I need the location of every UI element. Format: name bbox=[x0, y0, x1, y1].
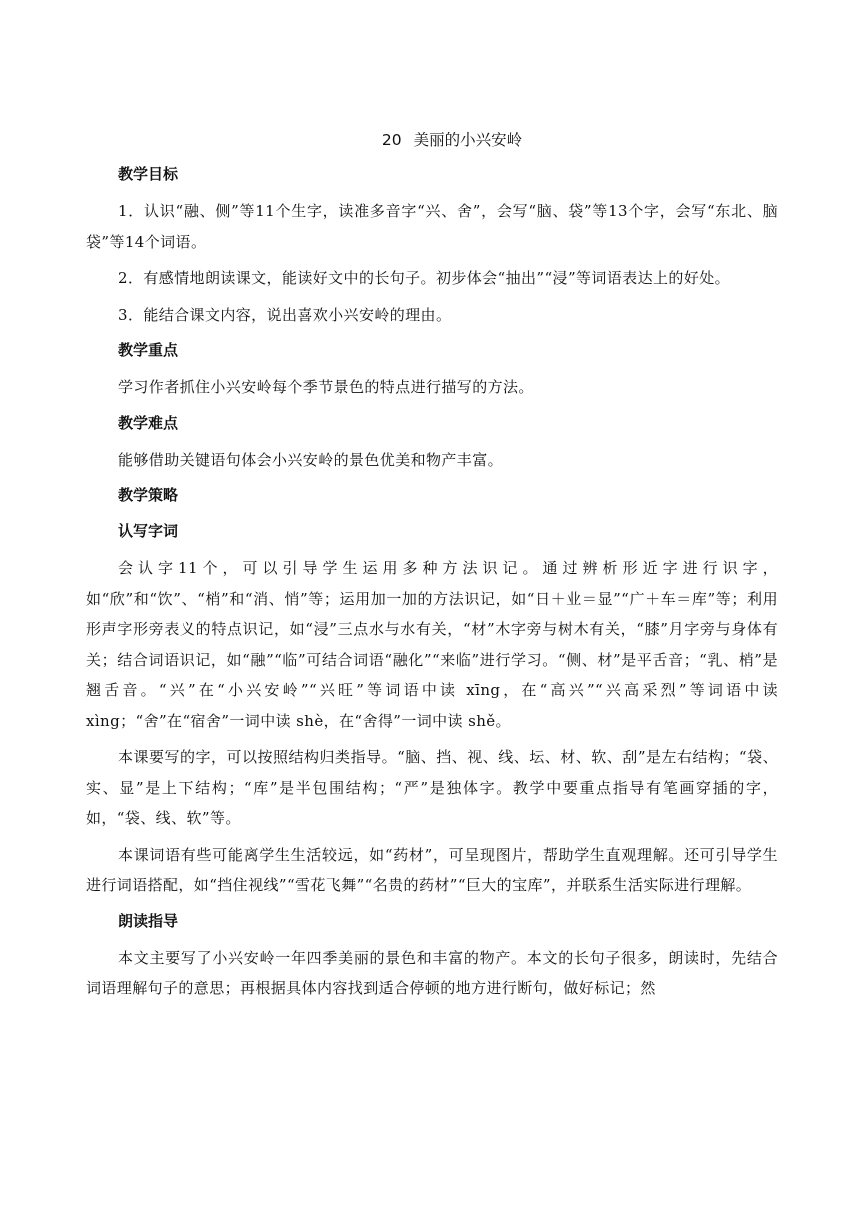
words-para-1: 会认字11个，可以引导学生运用多种方法识记。通过辨析形近字进行识字，如“欣”和“饮”、“梢”和“消、悄”等；运用加一加的方法识记，如“日＋业＝显”“广＋车＝库”等；利用形声字形旁表义的特点识记，如“浸”三点水与水有关，“材”木字旁与树木有关，“膝”月字旁与身体有关；结合词语识记，如“融”“临”可结合词语“融化”“来临”进行学习。“侧、材”是平舌音；“乳、梢”是翘舌音。“兴”在“小兴安岭”“兴旺”等词语中读 xīng，在“高兴”“兴高采烈”等词语中读 xìng；“舍”在“宿舍”一词中读 shè，在“舍得”一词中读 shě。 bbox=[86, 559, 778, 730]
heading-reading: 朗读指导 bbox=[118, 911, 179, 930]
lesson-title-text: 美丽的小兴安岭 bbox=[413, 131, 523, 149]
difficulty-text: 能够借助关键语句体会小兴安岭的景色优美和物产丰富。 bbox=[118, 450, 504, 469]
goal-item-2: 2．有感情地朗读课文，能读好文中的长句子。初步体会“抽出”“浸”等词语表达上的好处。 bbox=[118, 269, 731, 287]
words-para-3: 本课词语有些可能离学生生活较远，如“药材”，可呈现图片，帮助学生直观理解。还可引导学生进行词语搭配，如“挡住视线”“雪花飞舞”“名贵的药材”“巨大的宝库”，并联系生活实际进行理解。 bbox=[86, 845, 778, 894]
words-para-2: 本课要写的字，可以按照结构归类指导。“脑、挡、视、线、坛、材、软、刮”是左右结构；“袋、实、显”是上下结构；“库”是半包围结构；“严”是独体字。教学中要重点指导有笔画穿插的字，如，“袋、线、软”等。 bbox=[86, 748, 778, 827]
reading-text: 本文主要写了小兴安岭一年四季美丽的景色和丰富的物产。本文的长句子很多，朗读时，先结合词语理解句子的意思；再根据具体内容找到适合停顿的地方进行断句，做好标记；然 bbox=[86, 948, 778, 997]
goal-item-3: 3．能结合课文内容，说出喜欢小兴安岭的理由。 bbox=[118, 305, 452, 324]
lesson-title bbox=[86, 126, 778, 154]
heading-strategy: 教学策略 bbox=[118, 486, 179, 504]
key-points-text: 学习作者抓住小兴安岭每个季节景色的特点进行描写的方法。 bbox=[118, 378, 534, 396]
lesson-number: 20 bbox=[381, 131, 402, 149]
document-page bbox=[86, 126, 778, 1010]
heading-words: 认写字词 bbox=[118, 522, 179, 540]
heading-goals: 教学目标 bbox=[118, 165, 179, 183]
heading-difficulty: 教学难点 bbox=[118, 413, 179, 432]
heading-key-points: 教学重点 bbox=[118, 341, 179, 359]
goal-item-1: 1．认识“融、侧”等11个生字，读准多音字“兴、舍”，会写“脑、袋”等13个字，会写“东北、脑袋”等14个词语。 bbox=[86, 202, 778, 251]
